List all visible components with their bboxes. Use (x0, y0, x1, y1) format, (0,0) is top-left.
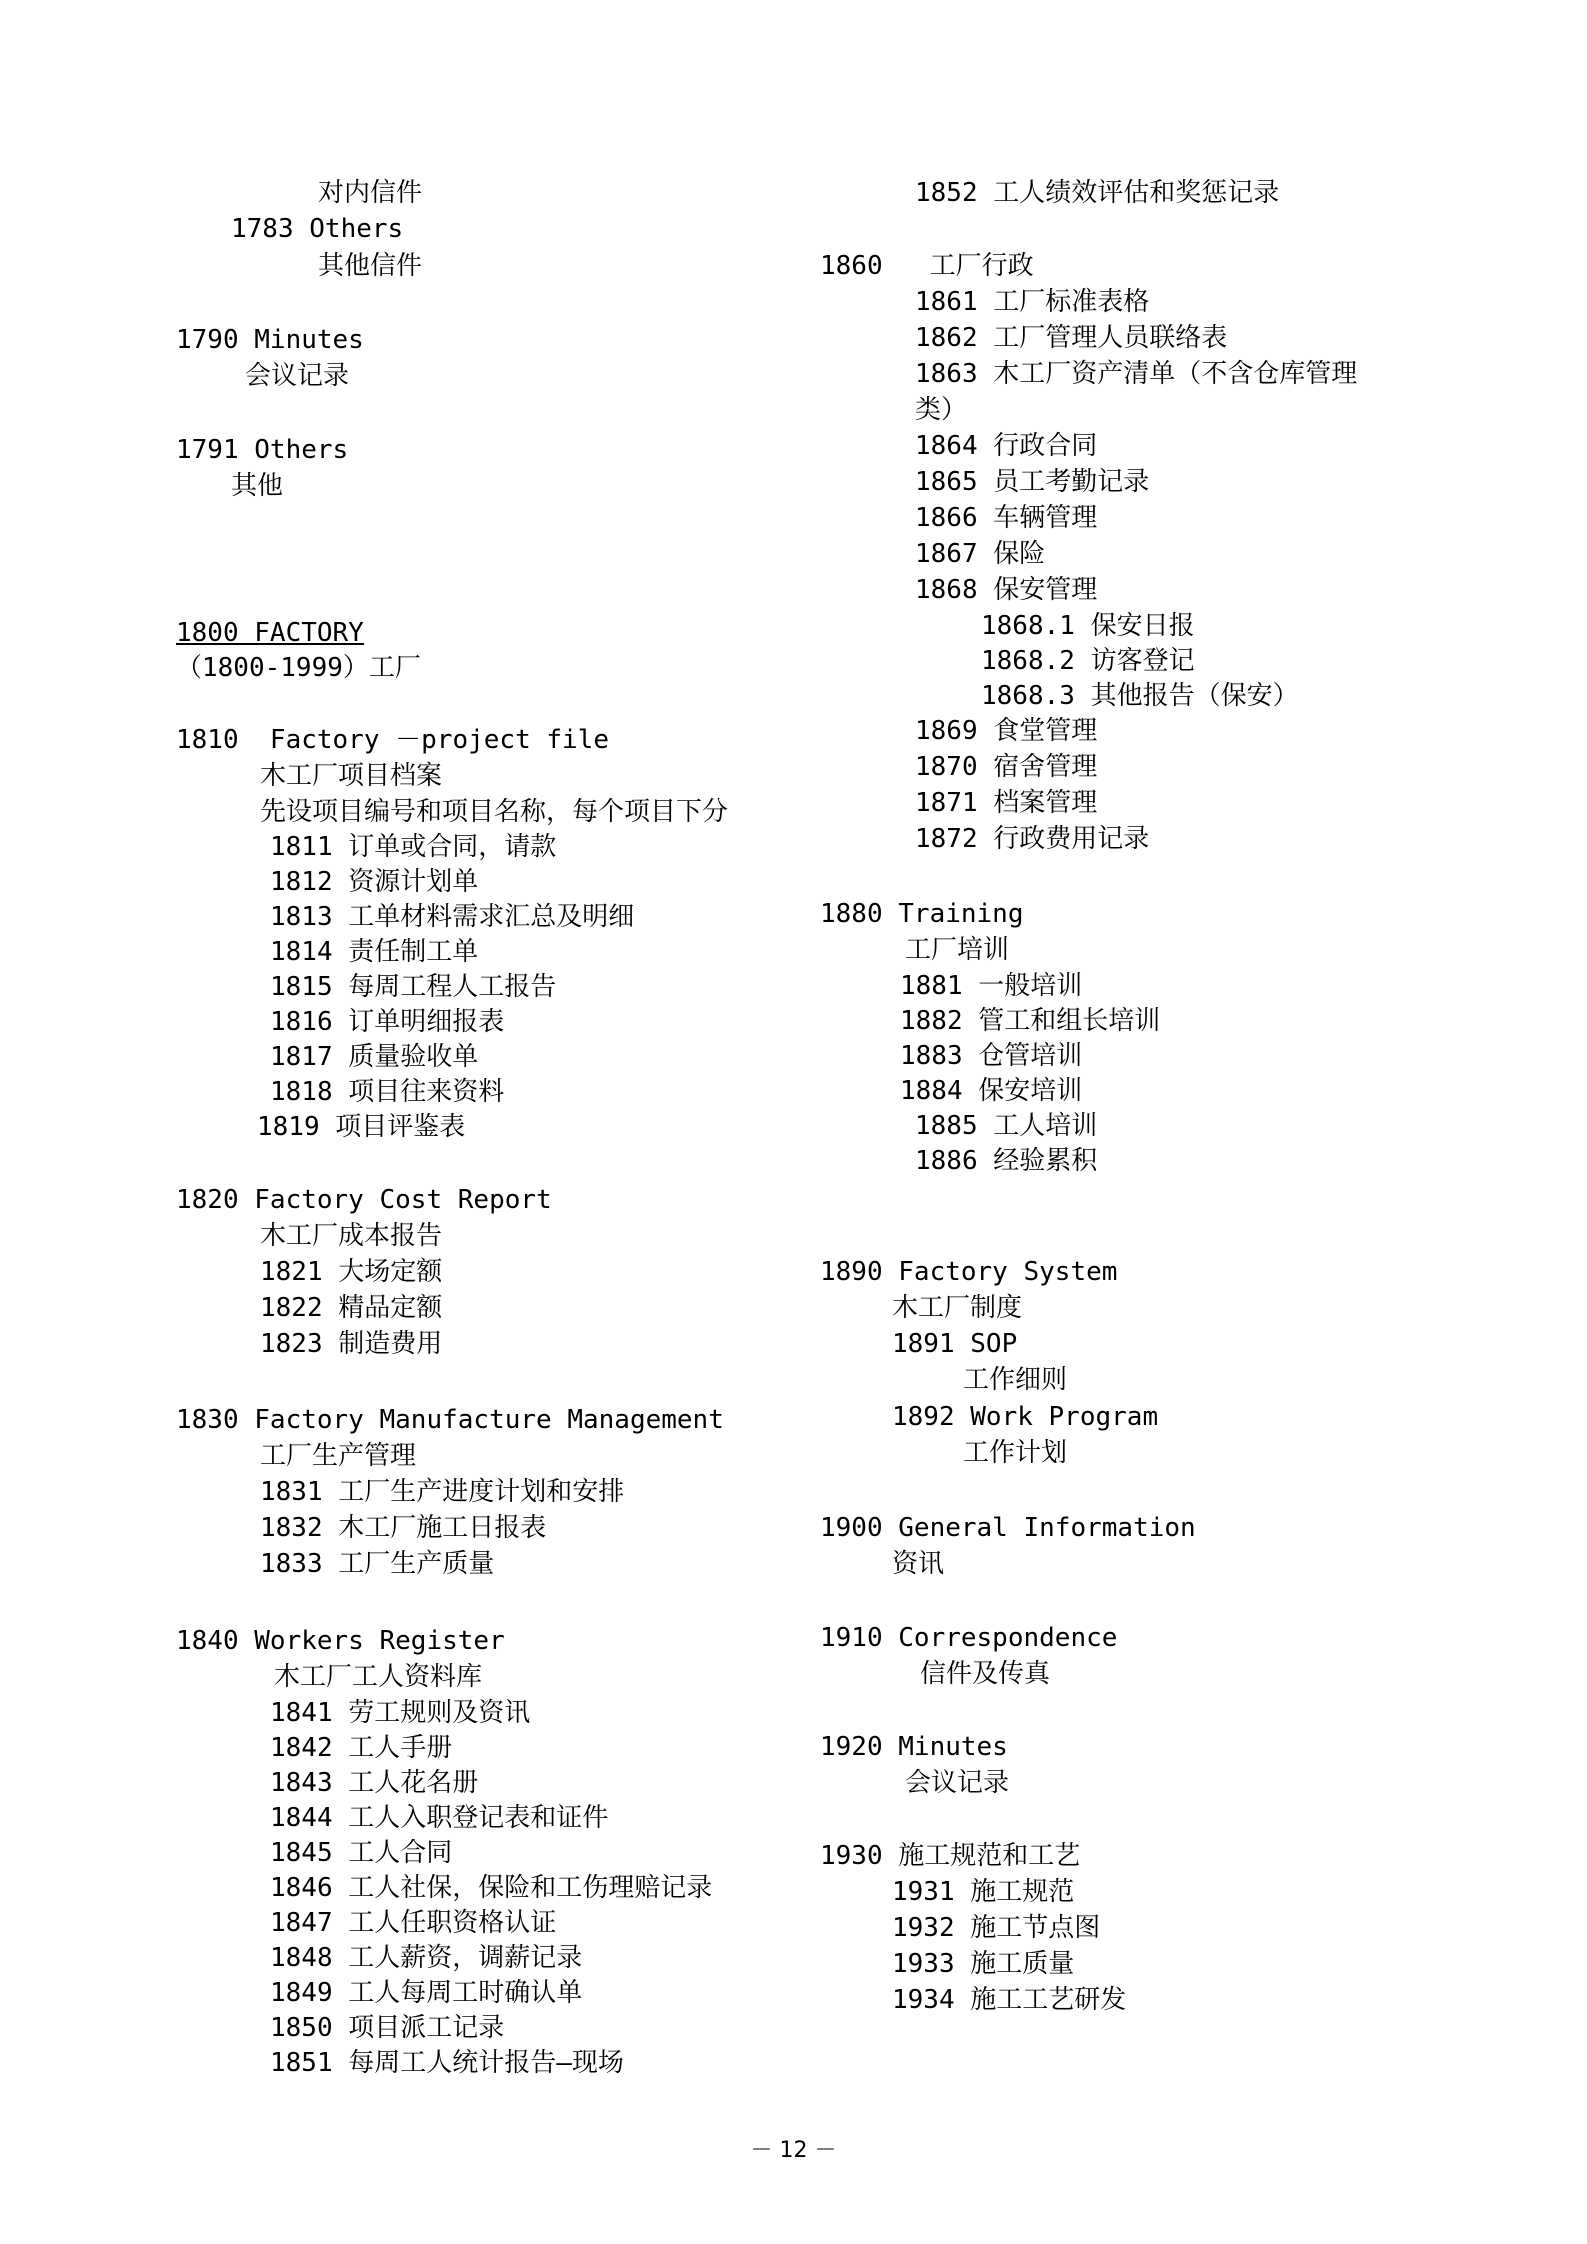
index-entry-1866: 1866 车辆管理 (915, 503, 1098, 533)
index-entry-1864: 1864 行政合同 (915, 431, 1098, 461)
index-entry-description: 会议记录 (905, 1768, 1010, 1798)
index-entry-1845: 1845 工人合同 (270, 1838, 453, 1868)
index-entry-description: 木工厂制度 (892, 1293, 1023, 1323)
index-entry-1868: 1868 保安管理 (915, 575, 1098, 605)
index-entry-description: 木工厂工人资料库 (274, 1662, 483, 1692)
index-entry-description: 工作细则 (963, 1365, 1068, 1395)
index-entry-1817: 1817 质量验收单 (270, 1042, 479, 1072)
index-entry-description: 木工厂成本报告 (260, 1221, 443, 1251)
index-entry-1850: 1850 项目派工记录 (270, 2013, 505, 2043)
index-entry-1869: 1869 食堂管理 (915, 716, 1098, 746)
index-entry-1872: 1872 行政费用记录 (915, 824, 1150, 854)
index-entry-1884: 1884 保安培训 (900, 1076, 1083, 1106)
index-entry-description: 其他 (231, 471, 284, 501)
index-entry-description: 工厂生产管理 (260, 1441, 417, 1471)
index-entry-1847: 1847 工人任职资格认证 (270, 1908, 557, 1938)
index-entry-1800: （1800-1999）工厂 (176, 653, 421, 683)
index-entry-1867: 1867 保险 (915, 539, 1046, 569)
index-entry-1811: 1811 订单或合同，请款 (270, 832, 557, 862)
index-entry-1868-1: 1868.1 保安日报 (981, 611, 1195, 641)
index-entry-1870: 1870 宿舍管理 (915, 752, 1098, 782)
index-entry-1892: 1892 Work Program (892, 1402, 1159, 1432)
index-entry-1880: 1880 Training (820, 899, 1024, 929)
index-entry-1791: 1791 Others (176, 435, 349, 465)
index-entry-1885: 1885 工人培训 (915, 1111, 1098, 1141)
index-entry-1812: 1812 资源计划单 (270, 867, 479, 897)
index-entry-description: 会议记录 (245, 361, 350, 391)
index-entry-1851: 1851 每周工人统计报告—现场 (270, 2048, 624, 2078)
index-entry-description: 其他信件 (318, 251, 423, 281)
index-entry-1931: 1931 施工规范 (892, 1877, 1075, 1907)
index-entry-1868-3: 1868.3 其他报告（保安） (981, 681, 1299, 711)
index-entry-1810: 1810 Factory －project file (176, 725, 609, 755)
index-entry-1930: 1930 施工规范和工艺 (820, 1841, 1081, 1871)
index-entry-1886: 1886 经验累积 (915, 1146, 1098, 1176)
index-entry-1862: 1862 工厂管理人员联络表 (915, 323, 1228, 353)
index-entry-description: 先设项目编号和项目名称，每个项目下分 (260, 797, 729, 827)
index-entry-1815: 1815 每周工程人工报告 (270, 972, 557, 1002)
page-number: － 12 － (750, 2138, 837, 2163)
index-entry-1932: 1932 施工节点图 (892, 1913, 1101, 1943)
index-entry-1841: 1841 劳工规则及资讯 (270, 1698, 531, 1728)
index-entry-1848: 1848 工人薪资，调薪记录 (270, 1943, 583, 1973)
index-entry-description: 工厂培训 (905, 935, 1010, 965)
index-entry-1882: 1882 管工和组长培训 (900, 1006, 1161, 1036)
index-entry-1860: 1860 工厂行政 (820, 251, 1034, 281)
index-entry-1813: 1813 工单材料需求汇总及明细 (270, 902, 635, 932)
index-entry-1833: 1833 工厂生产质量 (260, 1549, 495, 1579)
index-entry-1832: 1832 木工厂施工日报表 (260, 1513, 547, 1543)
index-entry-description: 木工厂项目档案 (260, 761, 443, 791)
index-entry-1844: 1844 工人入职登记表和证件 (270, 1803, 609, 1833)
index-entry-1821: 1821 大场定额 (260, 1257, 443, 1287)
index-entry-1891: 1891 SOP (892, 1329, 1018, 1359)
index-entry-1890: 1890 Factory System (820, 1257, 1118, 1287)
index-entry-1831: 1831 工厂生产进度计划和安排 (260, 1477, 625, 1507)
index-entry-1816: 1816 订单明细报表 (270, 1007, 505, 1037)
index-entry-description: 资讯 (892, 1549, 945, 1579)
index-entry-1840: 1840 Workers Register (176, 1626, 505, 1656)
index-entry-1790: 1790 Minutes (176, 325, 364, 355)
index-entry-1881: 1881 一般培训 (900, 971, 1083, 1001)
index-entry-description: 类） (915, 395, 968, 425)
index-entry-1842: 1842 工人手册 (270, 1733, 453, 1763)
index-entry-1871: 1871 档案管理 (915, 788, 1098, 818)
index-entry-1883: 1883 仓管培训 (900, 1041, 1083, 1071)
index-entry-1818: 1818 项目往来资料 (270, 1077, 505, 1107)
index-entry-1830: 1830 Factory Manufacture Management (176, 1405, 724, 1435)
index-entry-1861: 1861 工厂标准表格 (915, 287, 1150, 317)
index-entry-description: 信件及传真 (920, 1659, 1051, 1689)
index-entry-1849: 1849 工人每周工时确认单 (270, 1978, 583, 2008)
index-entry-1783: 1783 Others (231, 214, 404, 244)
index-entry-1865: 1865 员工考勤记录 (915, 467, 1150, 497)
index-entry-1846: 1846 工人社保，保险和工伤理赔记录 (270, 1873, 713, 1903)
index-entry-1814: 1814 责任制工单 (270, 937, 479, 967)
index-entry-1852: 1852 工人绩效评估和奖惩记录 (915, 178, 1280, 208)
index-entry-1900: 1900 General Information (820, 1513, 1196, 1543)
index-entry-1910: 1910 Correspondence (820, 1623, 1118, 1653)
index-entry-1920: 1920 Minutes (820, 1732, 1008, 1762)
index-entry-1843: 1843 工人花名册 (270, 1768, 479, 1798)
index-entry-1800: 1800 FACTORY (176, 618, 364, 648)
index-entry-1934: 1934 施工工艺研发 (892, 1985, 1127, 2015)
index-entry-1933: 1933 施工质量 (892, 1949, 1075, 1979)
index-entry-1868-2: 1868.2 访客登记 (981, 646, 1195, 676)
index-entry-1863: 1863 木工厂资产清单（不含仓库管理 (915, 359, 1358, 389)
index-entry-1822: 1822 精品定额 (260, 1293, 443, 1323)
index-entry-1823: 1823 制造费用 (260, 1329, 443, 1359)
index-entry-1820: 1820 Factory Cost Report (176, 1185, 552, 1215)
index-entry-description: 工作计划 (963, 1438, 1068, 1468)
index-entry-description: 对内信件 (318, 178, 423, 208)
index-entry-1819: 1819 项目评鉴表 (257, 1112, 466, 1142)
